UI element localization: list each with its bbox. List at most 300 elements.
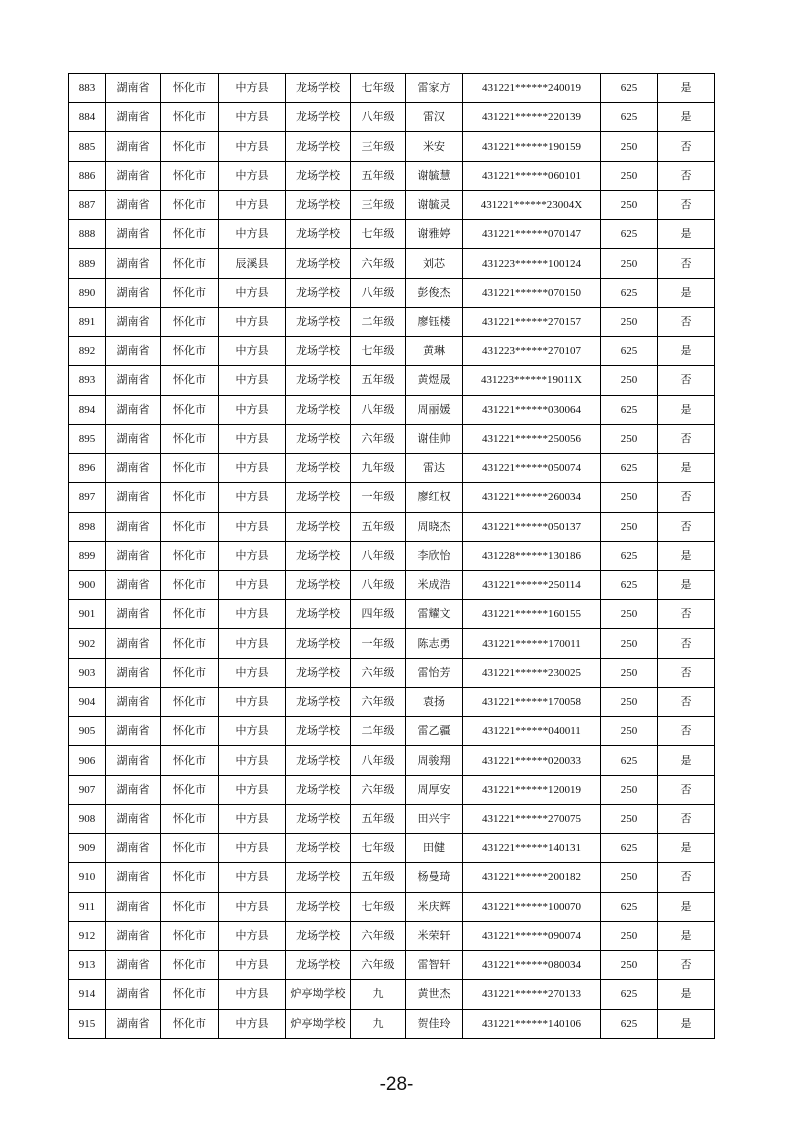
province-cell: 湖南省 [106,687,161,716]
status-cell: 否 [658,658,715,687]
table-row [69,307,715,336]
grade-cell: 二年级 [351,717,406,746]
county-cell: 中方县 [219,980,286,1009]
county-cell: 中方县 [219,337,286,366]
status-cell: 是 [658,1009,715,1038]
school-cell: 龙场学校 [286,512,351,541]
grade-cell: 五年级 [351,863,406,892]
student-name-cell: 刘芯 [406,249,463,278]
school-cell: 龙场学校 [286,951,351,980]
province-cell: 湖南省 [106,746,161,775]
city-cell: 怀化市 [161,921,219,950]
table-row [69,717,715,746]
row-number-cell: 915 [69,1009,106,1038]
county-cell: 中方县 [219,190,286,219]
id-number-cell: 431223******100124 [463,249,601,278]
city-cell: 怀化市 [161,746,219,775]
student-name-cell: 周厚安 [406,775,463,804]
id-number-cell: 431221******260034 [463,483,601,512]
amount-cell: 625 [601,337,658,366]
student-name-cell: 雷乙疆 [406,717,463,746]
school-cell: 龙场学校 [286,717,351,746]
school-cell: 龙场学校 [286,103,351,132]
status-cell: 否 [658,512,715,541]
city-cell: 怀化市 [161,687,219,716]
status-cell: 否 [658,483,715,512]
city-cell: 怀化市 [161,892,219,921]
row-number-cell: 913 [69,951,106,980]
student-name-cell: 谢毓慧 [406,161,463,190]
grade-cell: 六年级 [351,687,406,716]
province-cell: 湖南省 [106,190,161,219]
county-cell: 中方县 [219,424,286,453]
school-cell: 龙场学校 [286,395,351,424]
county-cell: 中方县 [219,863,286,892]
province-cell: 湖南省 [106,863,161,892]
id-number-cell: 431221******170058 [463,687,601,716]
province-cell: 湖南省 [106,483,161,512]
table-row [69,541,715,570]
city-cell: 怀化市 [161,834,219,863]
grade-cell: 七年级 [351,74,406,103]
grade-cell: 三年级 [351,190,406,219]
county-cell: 中方县 [219,366,286,395]
row-number-cell: 914 [69,980,106,1009]
grade-cell: 八年级 [351,746,406,775]
id-number-cell: 431221******270157 [463,307,601,336]
status-cell: 否 [658,424,715,453]
amount-cell: 250 [601,863,658,892]
amount-cell: 250 [601,658,658,687]
table-row [69,980,715,1009]
row-number-cell: 902 [69,629,106,658]
county-cell: 中方县 [219,278,286,307]
status-cell: 是 [658,746,715,775]
id-number-cell: 431221******070147 [463,220,601,249]
amount-cell: 625 [601,980,658,1009]
county-cell: 中方县 [219,834,286,863]
amount-cell: 625 [601,103,658,132]
grade-cell: 九 [351,980,406,1009]
province-cell: 湖南省 [106,161,161,190]
grade-cell: 八年级 [351,103,406,132]
amount-cell: 250 [601,132,658,161]
county-cell: 中方县 [219,512,286,541]
page-number: -28- [379,1074,414,1095]
city-cell: 怀化市 [161,980,219,1009]
student-name-cell: 雷达 [406,454,463,483]
table-row [69,74,715,103]
amount-cell: 625 [601,74,658,103]
county-cell: 中方县 [219,307,286,336]
status-cell: 是 [658,570,715,599]
county-cell: 辰溪县 [219,249,286,278]
student-roster-table [68,73,715,1039]
province-cell: 湖南省 [106,951,161,980]
row-number-cell: 889 [69,249,106,278]
county-cell: 中方县 [219,600,286,629]
province-cell: 湖南省 [106,980,161,1009]
student-name-cell: 田健 [406,834,463,863]
grade-cell: 六年级 [351,424,406,453]
grade-cell: 五年级 [351,161,406,190]
status-cell: 是 [658,74,715,103]
status-cell: 是 [658,892,715,921]
school-cell: 龙场学校 [286,600,351,629]
student-name-cell: 谢雅婷 [406,220,463,249]
student-name-cell: 袁扬 [406,687,463,716]
school-cell: 龙场学校 [286,687,351,716]
table-row [69,600,715,629]
id-number-cell: 431221******200182 [463,863,601,892]
status-cell: 否 [658,307,715,336]
county-cell: 中方县 [219,775,286,804]
id-number-cell: 431223******270107 [463,337,601,366]
school-cell: 龙场学校 [286,278,351,307]
row-number-cell: 900 [69,570,106,599]
grade-cell: 八年级 [351,278,406,307]
amount-cell: 250 [601,717,658,746]
row-number-cell: 886 [69,161,106,190]
id-number-cell: 431221******100070 [463,892,601,921]
student-name-cell: 李欣怡 [406,541,463,570]
student-name-cell: 黄煜晟 [406,366,463,395]
grade-cell: 三年级 [351,132,406,161]
amount-cell: 625 [601,1009,658,1038]
county-cell: 中方县 [219,717,286,746]
province-cell: 湖南省 [106,366,161,395]
amount-cell: 250 [601,307,658,336]
city-cell: 怀化市 [161,1009,219,1038]
id-number-cell: 431221******050074 [463,454,601,483]
status-cell: 是 [658,103,715,132]
table-row [69,278,715,307]
status-cell: 是 [658,980,715,1009]
status-cell: 否 [658,775,715,804]
id-number-cell: 431221******250114 [463,570,601,599]
city-cell: 怀化市 [161,132,219,161]
id-number-cell: 431221******270075 [463,804,601,833]
table-row [69,687,715,716]
id-number-cell: 431221******050137 [463,512,601,541]
table-row [69,190,715,219]
city-cell: 怀化市 [161,103,219,132]
city-cell: 怀化市 [161,161,219,190]
student-name-cell: 陈志勇 [406,629,463,658]
id-number-cell: 431221******270133 [463,980,601,1009]
county-cell: 中方县 [219,395,286,424]
school-cell: 龙场学校 [286,483,351,512]
status-cell: 否 [658,687,715,716]
row-number-cell: 895 [69,424,106,453]
status-cell: 是 [658,834,715,863]
grade-cell: 七年级 [351,220,406,249]
table-row [69,834,715,863]
status-cell: 是 [658,921,715,950]
amount-cell: 625 [601,570,658,599]
city-cell: 怀化市 [161,395,219,424]
status-cell: 否 [658,629,715,658]
status-cell: 否 [658,161,715,190]
amount-cell: 250 [601,804,658,833]
grade-cell: 六年级 [351,951,406,980]
school-cell: 龙场学校 [286,337,351,366]
province-cell: 湖南省 [106,220,161,249]
school-cell: 龙场学校 [286,132,351,161]
table-row [69,249,715,278]
province-cell: 湖南省 [106,424,161,453]
amount-cell: 625 [601,541,658,570]
status-cell: 否 [658,951,715,980]
grade-cell: 八年级 [351,395,406,424]
status-cell: 是 [658,337,715,366]
grade-cell: 八年级 [351,570,406,599]
city-cell: 怀化市 [161,951,219,980]
student-name-cell: 谢毓灵 [406,190,463,219]
table-row [69,454,715,483]
grade-cell: 六年级 [351,775,406,804]
row-number-cell: 908 [69,804,106,833]
status-cell: 是 [658,541,715,570]
province-cell: 湖南省 [106,512,161,541]
province-cell: 湖南省 [106,658,161,687]
county-cell: 中方县 [219,132,286,161]
school-cell: 龙场学校 [286,746,351,775]
grade-cell: 七年级 [351,892,406,921]
province-cell: 湖南省 [106,132,161,161]
status-cell: 否 [658,132,715,161]
id-number-cell: 431221******23004X [463,190,601,219]
student-name-cell: 黄琳 [406,337,463,366]
amount-cell: 625 [601,278,658,307]
province-cell: 湖南省 [106,541,161,570]
row-number-cell: 884 [69,103,106,132]
grade-cell: 一年级 [351,483,406,512]
amount-cell: 625 [601,454,658,483]
grade-cell: 五年级 [351,366,406,395]
county-cell: 中方县 [219,687,286,716]
status-cell: 否 [658,190,715,219]
province-cell: 湖南省 [106,775,161,804]
row-number-cell: 893 [69,366,106,395]
county-cell: 中方县 [219,74,286,103]
county-cell: 中方县 [219,454,286,483]
province-cell: 湖南省 [106,278,161,307]
amount-cell: 625 [601,834,658,863]
id-number-cell: 431221******250056 [463,424,601,453]
table-row [69,366,715,395]
county-cell: 中方县 [219,951,286,980]
school-cell: 龙场学校 [286,249,351,278]
school-cell: 龙场学校 [286,190,351,219]
province-cell: 湖南省 [106,307,161,336]
row-number-cell: 899 [69,541,106,570]
id-number-cell: 431221******020033 [463,746,601,775]
amount-cell: 625 [601,395,658,424]
table-row [69,921,715,950]
county-cell: 中方县 [219,921,286,950]
table-row [69,570,715,599]
status-cell: 是 [658,395,715,424]
school-cell: 龙场学校 [286,541,351,570]
province-cell: 湖南省 [106,834,161,863]
table-row [69,629,715,658]
grade-cell: 五年级 [351,512,406,541]
province-cell: 湖南省 [106,804,161,833]
student-name-cell: 廖钰楼 [406,307,463,336]
city-cell: 怀化市 [161,220,219,249]
row-number-cell: 903 [69,658,106,687]
province-cell: 湖南省 [106,454,161,483]
student-name-cell: 田兴宇 [406,804,463,833]
county-cell: 中方县 [219,570,286,599]
row-number-cell: 910 [69,863,106,892]
city-cell: 怀化市 [161,804,219,833]
city-cell: 怀化市 [161,307,219,336]
student-name-cell: 彭俊杰 [406,278,463,307]
table-row [69,775,715,804]
school-cell: 龙场学校 [286,74,351,103]
school-cell: 龙场学校 [286,454,351,483]
id-number-cell: 431221******080034 [463,951,601,980]
id-number-cell: 431221******140106 [463,1009,601,1038]
amount-cell: 625 [601,892,658,921]
school-cell: 龙场学校 [286,658,351,687]
province-cell: 湖南省 [106,921,161,950]
county-cell: 中方县 [219,746,286,775]
table-row [69,804,715,833]
province-cell: 湖南省 [106,892,161,921]
row-number-cell: 887 [69,190,106,219]
city-cell: 怀化市 [161,863,219,892]
row-number-cell: 898 [69,512,106,541]
amount-cell: 250 [601,483,658,512]
status-cell: 否 [658,600,715,629]
amount-cell: 250 [601,921,658,950]
grade-cell: 七年级 [351,834,406,863]
id-number-cell: 431221******160155 [463,600,601,629]
school-cell: 龙场学校 [286,570,351,599]
province-cell: 湖南省 [106,1009,161,1038]
row-number-cell: 911 [69,892,106,921]
amount-cell: 250 [601,366,658,395]
row-number-cell: 905 [69,717,106,746]
student-name-cell: 谢佳帅 [406,424,463,453]
id-number-cell: 431223******19011X [463,366,601,395]
id-number-cell: 431221******120019 [463,775,601,804]
table-body [69,74,715,1039]
province-cell: 湖南省 [106,74,161,103]
city-cell: 怀化市 [161,570,219,599]
province-cell: 湖南省 [106,103,161,132]
row-number-cell: 907 [69,775,106,804]
amount-cell: 250 [601,161,658,190]
city-cell: 怀化市 [161,278,219,307]
id-number-cell: 431221******060101 [463,161,601,190]
grade-cell: 六年级 [351,658,406,687]
row-number-cell: 909 [69,834,106,863]
table-row [69,424,715,453]
table-row [69,951,715,980]
province-cell: 湖南省 [106,600,161,629]
school-cell: 龙场学校 [286,424,351,453]
row-number-cell: 891 [69,307,106,336]
city-cell: 怀化市 [161,658,219,687]
amount-cell: 250 [601,629,658,658]
province-cell: 湖南省 [106,570,161,599]
row-number-cell: 888 [69,220,106,249]
id-number-cell: 431221******070150 [463,278,601,307]
student-name-cell: 雷智轩 [406,951,463,980]
grade-cell: 九 [351,1009,406,1038]
table-row [69,892,715,921]
table-row [69,658,715,687]
city-cell: 怀化市 [161,629,219,658]
status-cell: 否 [658,366,715,395]
table-row [69,220,715,249]
school-cell: 龙场学校 [286,921,351,950]
status-cell: 是 [658,454,715,483]
county-cell: 中方县 [219,892,286,921]
student-name-cell: 米荣轩 [406,921,463,950]
school-cell: 龙场学校 [286,804,351,833]
county-cell: 中方县 [219,161,286,190]
county-cell: 中方县 [219,220,286,249]
county-cell: 中方县 [219,658,286,687]
amount-cell: 250 [601,600,658,629]
school-cell: 龙场学校 [286,863,351,892]
county-cell: 中方县 [219,541,286,570]
student-name-cell: 周骏翔 [406,746,463,775]
county-cell: 中方县 [219,804,286,833]
table-row [69,161,715,190]
grade-cell: 四年级 [351,600,406,629]
id-number-cell: 431221******240019 [463,74,601,103]
grade-cell: 一年级 [351,629,406,658]
row-number-cell: 912 [69,921,106,950]
city-cell: 怀化市 [161,483,219,512]
province-cell: 湖南省 [106,395,161,424]
school-cell: 龙场学校 [286,892,351,921]
row-number-cell: 883 [69,74,106,103]
status-cell: 否 [658,804,715,833]
id-number-cell: 431221******040011 [463,717,601,746]
grade-cell: 七年级 [351,337,406,366]
status-cell: 否 [658,249,715,278]
id-number-cell: 431228******130186 [463,541,601,570]
amount-cell: 250 [601,249,658,278]
student-name-cell: 杨曼琦 [406,863,463,892]
school-cell: 炉亭坳学校 [286,1009,351,1038]
province-cell: 湖南省 [106,717,161,746]
table-row [69,395,715,424]
amount-cell: 625 [601,746,658,775]
city-cell: 怀化市 [161,775,219,804]
row-number-cell: 894 [69,395,106,424]
county-cell: 中方县 [219,1009,286,1038]
id-number-cell: 431221******220139 [463,103,601,132]
table-row [69,337,715,366]
id-number-cell: 431221******140131 [463,834,601,863]
table-row [69,863,715,892]
row-number-cell: 897 [69,483,106,512]
province-cell: 湖南省 [106,337,161,366]
table-row [69,103,715,132]
city-cell: 怀化市 [161,424,219,453]
student-name-cell: 米安 [406,132,463,161]
grade-cell: 六年级 [351,249,406,278]
student-name-cell: 廖红权 [406,483,463,512]
